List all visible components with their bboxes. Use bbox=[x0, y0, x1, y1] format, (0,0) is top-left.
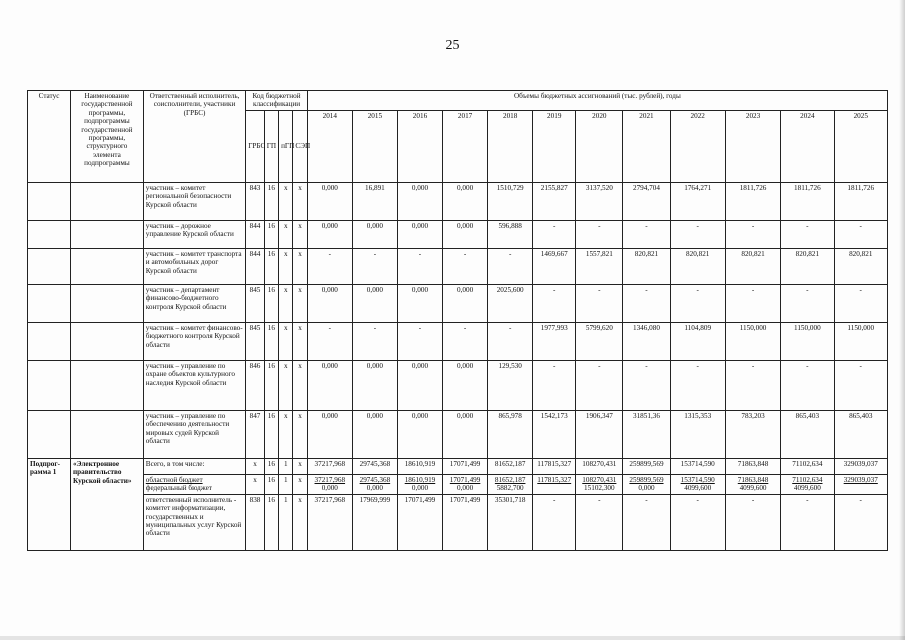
row-value: - bbox=[834, 285, 888, 323]
row-value: 1510,729 bbox=[488, 183, 533, 221]
row-code-sep: х bbox=[293, 411, 307, 459]
table-row bbox=[28, 249, 888, 285]
subprogram-total-value: 153714,590 bbox=[670, 459, 725, 475]
regional-budget-value: 18610,919 bbox=[404, 476, 436, 484]
row-status bbox=[28, 285, 71, 323]
row-value: - bbox=[576, 221, 623, 249]
budget-value-cell bbox=[352, 475, 397, 495]
row-name bbox=[71, 183, 144, 221]
row-value: - bbox=[576, 361, 623, 411]
row-code-pgp: х bbox=[279, 411, 293, 459]
budget-code-grbs: х bbox=[246, 475, 264, 495]
row-value: - bbox=[834, 221, 888, 249]
budget-code-pgp: 1 bbox=[279, 475, 293, 495]
header-budget-code: Код бюджетной классификации bbox=[246, 91, 307, 111]
row-value: - bbox=[670, 361, 725, 411]
subprogram-total-value: 81652,187 bbox=[488, 459, 533, 475]
responsible-value: - bbox=[834, 494, 888, 550]
row-executor: участник – департамент финансово-бюджетного контроля Курской области bbox=[143, 285, 245, 323]
header-volumes: Объемы бюджетных ассигнований (тыс. рублей), годы bbox=[307, 91, 887, 111]
row-value: 31851,36 bbox=[623, 411, 670, 459]
row-code-gp: 16 bbox=[264, 285, 278, 323]
header-executor: Ответственный исполнитель, соисполнители, участники (ГРБС) bbox=[143, 91, 245, 183]
responsible-value: - bbox=[576, 494, 623, 550]
header-year: 2015 bbox=[352, 111, 397, 183]
row-value: - bbox=[834, 361, 888, 411]
row-value: 2794,704 bbox=[623, 183, 670, 221]
row-value: 0,000 bbox=[443, 183, 488, 221]
row-code-gp: 16 bbox=[264, 411, 278, 459]
row-value: 596,888 bbox=[488, 221, 533, 249]
regional-budget-value: 117815,327 bbox=[537, 476, 572, 484]
responsible-code-pgp: 1 bbox=[279, 494, 293, 550]
row-code-gp: 16 bbox=[264, 249, 278, 285]
row-code-grbs: 844 bbox=[246, 249, 264, 285]
row-executor: участник – управление по охране объектов культурного наследия Курской области bbox=[143, 361, 245, 411]
row-value: 820,821 bbox=[670, 249, 725, 285]
responsible-executor: ответственный исполнитель - комитет информатизации, государственных и муниципальных услуг Курской области bbox=[143, 494, 245, 550]
regional-budget-value: 81652,187 bbox=[494, 476, 526, 484]
federal-budget-label: федеральный бюджет bbox=[145, 484, 212, 493]
responsible-value: - bbox=[781, 494, 834, 550]
row-value: - bbox=[307, 323, 352, 361]
header-year: 2025 bbox=[834, 111, 888, 183]
row-value: - bbox=[352, 249, 397, 285]
row-status bbox=[28, 183, 71, 221]
budget-value-cell bbox=[443, 475, 488, 495]
row-code-pgp: х bbox=[279, 221, 293, 249]
header-year: 2021 bbox=[623, 111, 670, 183]
regional-budget-label: областной бюджет bbox=[145, 476, 203, 484]
row-value: - bbox=[781, 361, 834, 411]
row-value: 820,821 bbox=[781, 249, 834, 285]
row-value: 1811,726 bbox=[781, 183, 834, 221]
row-executor: участник – комитет транспорта и автомобильных дорог Курской области bbox=[143, 249, 245, 285]
row-value: 0,000 bbox=[307, 221, 352, 249]
row-value: - bbox=[443, 249, 488, 285]
row-value: 129,530 bbox=[488, 361, 533, 411]
row-value: 0,000 bbox=[307, 285, 352, 323]
row-value: - bbox=[670, 221, 725, 249]
header-year: 2014 bbox=[307, 111, 352, 183]
subprogram-code-gp: 16 bbox=[264, 459, 278, 475]
subprogram-code-pgp: 1 bbox=[279, 459, 293, 475]
row-value: 0,000 bbox=[443, 361, 488, 411]
page-bottom-shadow bbox=[0, 636, 905, 640]
subprogram-name: «Электронное правительство Курской области» bbox=[71, 459, 144, 551]
row-value: 0,000 bbox=[397, 221, 442, 249]
budget-value-cell bbox=[576, 475, 623, 495]
budget-value-cell bbox=[781, 475, 834, 495]
federal-budget-value: 0,000 bbox=[366, 484, 383, 493]
row-executor: участник – комитет финансово-бюджетного контроля Курской области bbox=[143, 323, 245, 361]
row-value: - bbox=[397, 249, 442, 285]
subprogram-total-value: 71863,848 bbox=[725, 459, 780, 475]
federal-budget-value: 0,000 bbox=[411, 484, 429, 493]
responsible-value: 17969,999 bbox=[352, 494, 397, 550]
budget-value-cell bbox=[623, 475, 670, 495]
row-value: 0,000 bbox=[443, 285, 488, 323]
row-value: 1469,667 bbox=[533, 249, 576, 285]
responsible-value: - bbox=[623, 494, 670, 550]
row-value: - bbox=[623, 285, 670, 323]
responsible-value: 35301,718 bbox=[488, 494, 533, 550]
row-value: 0,000 bbox=[397, 285, 442, 323]
row-value: - bbox=[576, 285, 623, 323]
budget-value-cell bbox=[307, 475, 352, 495]
row-value: 0,000 bbox=[352, 285, 397, 323]
row-value: 820,821 bbox=[725, 249, 780, 285]
budget-value-cell bbox=[834, 475, 888, 495]
row-value: 1150,000 bbox=[725, 323, 780, 361]
header-year: 2020 bbox=[576, 111, 623, 183]
row-code-gp: 16 bbox=[264, 361, 278, 411]
subprogram-total-value: 259899,569 bbox=[623, 459, 670, 475]
header-name: Наименование государственной программы, подпрограммы государственной программы, структурного элемента подпрограммы bbox=[71, 91, 144, 183]
row-value: 1811,726 bbox=[725, 183, 780, 221]
header-year: 2022 bbox=[670, 111, 725, 183]
federal-budget-value: 4099,600 bbox=[793, 484, 821, 493]
header-code-pgp: пГП bbox=[279, 111, 293, 183]
responsible-value: 17071,499 bbox=[397, 494, 442, 550]
budget-value-cell bbox=[488, 475, 533, 495]
header-year: 2016 bbox=[397, 111, 442, 183]
row-value: - bbox=[725, 221, 780, 249]
header-year: 2023 bbox=[725, 111, 780, 183]
row-value: 1150,000 bbox=[781, 323, 834, 361]
row-value: - bbox=[533, 285, 576, 323]
subprogram-total-value: 117815,327 bbox=[533, 459, 576, 475]
federal-budget-value: 0,000 bbox=[321, 484, 338, 493]
row-status bbox=[28, 361, 71, 411]
responsible-code-gp: 16 bbox=[264, 494, 278, 550]
row-code-gp: 16 bbox=[264, 221, 278, 249]
responsible-code-grbs: 838 bbox=[246, 494, 264, 550]
row-value: 865,403 bbox=[781, 411, 834, 459]
row-value: 820,821 bbox=[834, 249, 888, 285]
responsible-code-sep: х bbox=[293, 494, 307, 550]
header-code-gp: ГП bbox=[264, 111, 278, 183]
subprogram-total-value: 29745,368 bbox=[352, 459, 397, 475]
table-row bbox=[28, 323, 888, 361]
regional-budget-value: 71863,848 bbox=[737, 476, 769, 484]
row-code-grbs: 845 bbox=[246, 285, 264, 323]
federal-budget-value: 4099,600 bbox=[739, 484, 767, 493]
row-status bbox=[28, 411, 71, 459]
responsible-value: 37217,968 bbox=[307, 494, 352, 550]
regional-budget-value: 29745,368 bbox=[359, 476, 391, 484]
row-code-sep: х bbox=[293, 323, 307, 361]
row-value: - bbox=[623, 221, 670, 249]
row-value: - bbox=[488, 249, 533, 285]
header-code-sep: СЭП bbox=[293, 111, 307, 183]
row-value: 1977,993 bbox=[533, 323, 576, 361]
row-value: - bbox=[488, 323, 533, 361]
subprogram-code-grbs: х bbox=[246, 459, 264, 475]
row-value: 1764,271 bbox=[670, 183, 725, 221]
federal-budget-value: 0,000 bbox=[638, 484, 655, 493]
row-value: 1542,173 bbox=[533, 411, 576, 459]
row-value: 0,000 bbox=[352, 361, 397, 411]
row-value: 1150,000 bbox=[834, 323, 888, 361]
row-value: - bbox=[670, 285, 725, 323]
row-value: 16,891 bbox=[352, 183, 397, 221]
regional-budget-value: 153714,590 bbox=[680, 476, 715, 484]
row-name bbox=[71, 285, 144, 323]
responsible-value: - bbox=[725, 494, 780, 550]
row-code-sep: х bbox=[293, 221, 307, 249]
row-name bbox=[71, 411, 144, 459]
row-value: 2025,600 bbox=[488, 285, 533, 323]
row-code-grbs: 843 bbox=[246, 183, 264, 221]
header-year: 2024 bbox=[781, 111, 834, 183]
regional-budget-value: 17071,499 bbox=[449, 476, 481, 484]
budget-code-gp: 16 bbox=[264, 475, 278, 495]
budget-value-cell bbox=[533, 475, 576, 495]
federal-budget-value: 4099,600 bbox=[684, 484, 712, 493]
responsible-value: - bbox=[670, 494, 725, 550]
row-value: 1104,809 bbox=[670, 323, 725, 361]
row-code-grbs: 847 bbox=[246, 411, 264, 459]
subprogram-total-value: 329039,037 bbox=[834, 459, 888, 475]
row-code-grbs: 846 bbox=[246, 361, 264, 411]
subprogram-total-value: 71102,634 bbox=[781, 459, 834, 475]
row-code-grbs: 845 bbox=[246, 323, 264, 361]
table-row bbox=[28, 411, 888, 459]
table-row bbox=[28, 183, 888, 221]
row-code-pgp: х bbox=[279, 361, 293, 411]
row-code-gp: 16 bbox=[264, 183, 278, 221]
subprogram-code-sep: х bbox=[293, 459, 307, 475]
row-value: 865,403 bbox=[834, 411, 888, 459]
row-value: 0,000 bbox=[352, 411, 397, 459]
subprogram-status: Подпрог-рамма 1 bbox=[28, 459, 71, 551]
row-value: - bbox=[725, 285, 780, 323]
budget-code-sep: х bbox=[293, 475, 307, 495]
page-number: 25 bbox=[445, 38, 460, 53]
row-value: 0,000 bbox=[307, 361, 352, 411]
row-value: 0,000 bbox=[307, 411, 352, 459]
row-value: 0,000 bbox=[397, 361, 442, 411]
subprogram-total-label: Всего, в том числе: bbox=[143, 459, 245, 475]
row-value: 0,000 bbox=[397, 411, 442, 459]
row-value: - bbox=[533, 361, 576, 411]
table-row bbox=[28, 221, 888, 249]
row-value: - bbox=[443, 323, 488, 361]
row-value: 0,000 bbox=[397, 183, 442, 221]
row-code-pgp: х bbox=[279, 323, 293, 361]
row-status bbox=[28, 249, 71, 285]
regional-budget-value: 329039,037 bbox=[843, 476, 878, 484]
budget-value-cell bbox=[397, 475, 442, 495]
row-value: 0,000 bbox=[443, 221, 488, 249]
budget-table bbox=[27, 90, 888, 551]
table-row bbox=[28, 285, 888, 323]
header-status: Статус bbox=[28, 91, 71, 183]
table-row-subprogram-total bbox=[28, 459, 888, 475]
budget-value-cell bbox=[670, 475, 725, 495]
row-value: 865,978 bbox=[488, 411, 533, 459]
row-value: - bbox=[307, 249, 352, 285]
regional-budget-value: 108270,431 bbox=[582, 476, 617, 484]
regional-budget-value: 71102,634 bbox=[792, 476, 823, 484]
table-row bbox=[28, 361, 888, 411]
row-code-pgp: х bbox=[279, 183, 293, 221]
row-value: 5799,620 bbox=[576, 323, 623, 361]
header-year: 2019 bbox=[533, 111, 576, 183]
regional-budget-value: 259899,569 bbox=[629, 476, 664, 484]
row-name bbox=[71, 221, 144, 249]
federal-budget-value: 15102,300 bbox=[584, 484, 615, 493]
row-code-gp: 16 bbox=[264, 323, 278, 361]
row-value: - bbox=[781, 221, 834, 249]
row-value: 1557,821 bbox=[576, 249, 623, 285]
row-value: 3137,520 bbox=[576, 183, 623, 221]
row-value: 1811,726 bbox=[834, 183, 888, 221]
row-value: 0,000 bbox=[307, 183, 352, 221]
row-value: 783,203 bbox=[725, 411, 780, 459]
header-code-grbs: ГРБС bbox=[246, 111, 264, 183]
row-status bbox=[28, 221, 71, 249]
row-code-sep: х bbox=[293, 361, 307, 411]
row-name bbox=[71, 361, 144, 411]
row-executor: участник – комитет региональной безопасности Курской области bbox=[143, 183, 245, 221]
row-code-pgp: х bbox=[279, 285, 293, 323]
responsible-value: 17071,499 bbox=[443, 494, 488, 550]
row-executor: участник – управление по обеспечению деятельности мировых судей Курской области bbox=[143, 411, 245, 459]
subprogram-total-value: 17071,499 bbox=[443, 459, 488, 475]
row-executor: участник – дорожное управление Курской области bbox=[143, 221, 245, 249]
budget-executor-cell bbox=[143, 475, 245, 495]
header-year: 2017 bbox=[443, 111, 488, 183]
row-code-sep: х bbox=[293, 285, 307, 323]
row-name bbox=[71, 249, 144, 285]
row-status bbox=[28, 323, 71, 361]
row-value: 820,821 bbox=[623, 249, 670, 285]
federal-budget-value: 0,000 bbox=[456, 484, 474, 493]
federal-budget-value: 5882,700 bbox=[496, 484, 524, 493]
row-code-sep: х bbox=[293, 249, 307, 285]
row-value: 1346,080 bbox=[623, 323, 670, 361]
row-value: - bbox=[533, 221, 576, 249]
regional-budget-value: 37217,968 bbox=[314, 476, 346, 484]
row-value: - bbox=[397, 323, 442, 361]
row-value: - bbox=[623, 361, 670, 411]
budget-value-cell bbox=[725, 475, 780, 495]
row-code-sep: х bbox=[293, 183, 307, 221]
table-row-budget-split bbox=[28, 475, 888, 495]
row-value: 1315,353 bbox=[670, 411, 725, 459]
row-value: 0,000 bbox=[352, 221, 397, 249]
header-year: 2018 bbox=[488, 111, 533, 183]
row-value: - bbox=[352, 323, 397, 361]
table-row-responsible bbox=[28, 494, 888, 550]
row-code-grbs: 844 bbox=[246, 221, 264, 249]
subprogram-total-value: 37217,968 bbox=[307, 459, 352, 475]
row-value: 2155,827 bbox=[533, 183, 576, 221]
row-name bbox=[71, 323, 144, 361]
row-value: 1906,347 bbox=[576, 411, 623, 459]
page-edge-shadow bbox=[899, 0, 905, 640]
row-value: - bbox=[725, 361, 780, 411]
subprogram-total-value: 108270,431 bbox=[576, 459, 623, 475]
row-value: 0,000 bbox=[443, 411, 488, 459]
row-code-pgp: х bbox=[279, 249, 293, 285]
row-value: - bbox=[781, 285, 834, 323]
subprogram-total-value: 18610,919 bbox=[397, 459, 442, 475]
responsible-value: - bbox=[533, 494, 576, 550]
